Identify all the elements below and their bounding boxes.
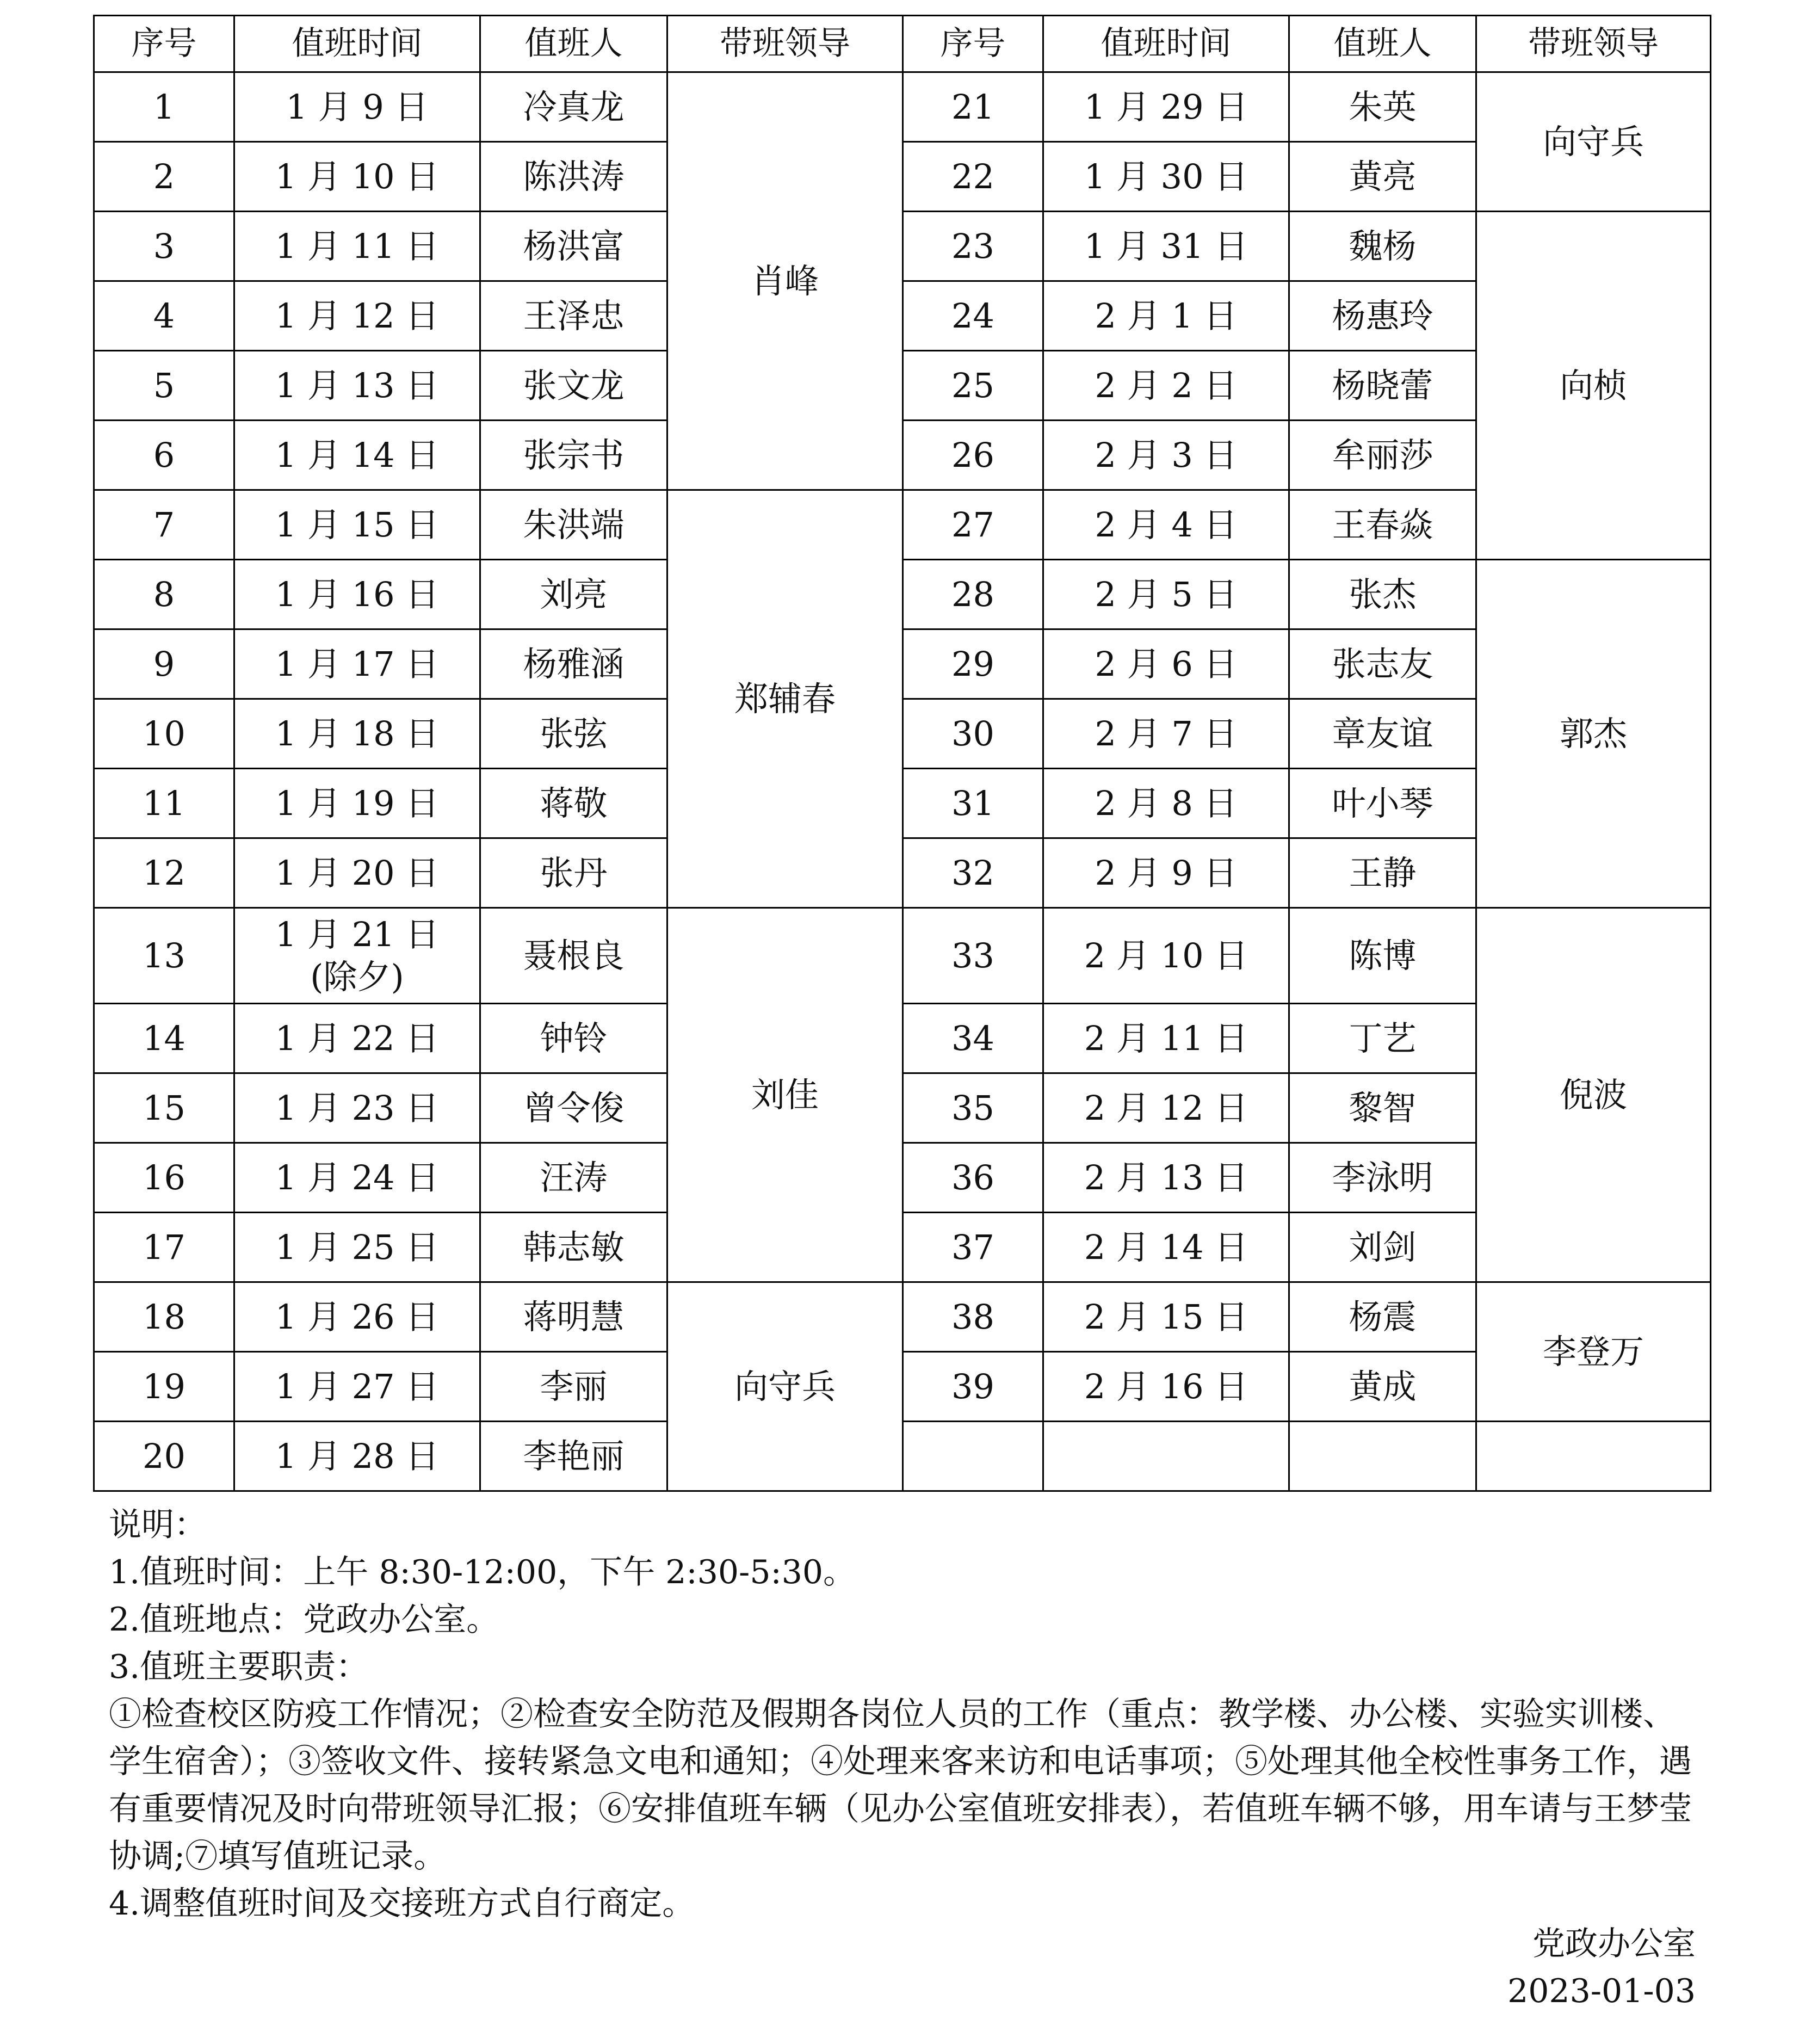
leader-cell: 向桢 (1476, 212, 1711, 560)
table-row (94, 908, 1711, 1004)
row-person: 钟铃 (480, 1004, 667, 1073)
header-date-right: 值班时间 (1043, 16, 1289, 72)
leader-cell: 倪波 (1476, 908, 1711, 1282)
row-date (234, 1352, 480, 1422)
leader-cell: 郑辅春 (667, 490, 903, 908)
row-date (234, 769, 480, 838)
row-no: 17 (94, 1213, 234, 1282)
row-date: 2 月 7 日 (1043, 699, 1289, 769)
row-date (234, 1004, 480, 1073)
row-date-text: 1 月 19 日 (275, 783, 440, 823)
row-date (234, 490, 480, 560)
row-no: 33 (903, 908, 1043, 1004)
row-no: 18 (94, 1282, 234, 1352)
row-date-text: 1 月 10 日 (275, 156, 440, 196)
row-date: 2 月 12 日 (1043, 1073, 1289, 1143)
row-date (234, 629, 480, 699)
header-date-left: 值班时间 (234, 16, 480, 72)
row-date: 2 月 6 日 (1043, 629, 1289, 699)
row-person: 张杰 (1289, 560, 1476, 629)
row-person: 王泽忠 (480, 281, 667, 351)
row-person: 刘剑 (1289, 1213, 1476, 1282)
row-no: 9 (94, 629, 234, 699)
row-date (234, 72, 480, 142)
row-date: 2 月 11 日 (1043, 1004, 1289, 1073)
leader-cell: 刘佳 (667, 908, 903, 1282)
notes-heading: 说明： (109, 1506, 207, 1544)
row-no: 19 (94, 1352, 234, 1422)
row-person: 冷真龙 (480, 72, 667, 142)
row-no: 26 (903, 421, 1043, 490)
row-no: 34 (903, 1004, 1043, 1073)
row-no: 32 (903, 838, 1043, 908)
row-person: 黄成 (1289, 1352, 1476, 1422)
row-date: 2 月 2 日 (1043, 351, 1289, 421)
row-date: 2 月 14 日 (1043, 1213, 1289, 1282)
header-no-right: 序号 (903, 16, 1043, 72)
row-no: 25 (903, 351, 1043, 421)
row-person: 张弦 (480, 699, 667, 769)
row-person: 牟丽莎 (1289, 421, 1476, 490)
row-person: 王春焱 (1289, 490, 1476, 560)
empty-cell (903, 1422, 1043, 1491)
row-person: 曾令俊 (480, 1073, 667, 1143)
row-person: 李丽 (480, 1352, 667, 1422)
row-date (234, 421, 480, 490)
row-date-text: 1 月 21 日 (275, 915, 440, 954)
row-no: 21 (903, 72, 1043, 142)
row-no: 30 (903, 699, 1043, 769)
row-person: 叶小琴 (1289, 769, 1476, 838)
signoff-block (1507, 1921, 1696, 2015)
row-person: 杨晓蕾 (1289, 351, 1476, 421)
row-date: 2 月 9 日 (1043, 838, 1289, 908)
row-no: 38 (903, 1282, 1043, 1352)
empty-cell (1289, 1422, 1476, 1491)
row-no: 23 (903, 212, 1043, 281)
duty-roster-table (93, 15, 1711, 1492)
row-no: 37 (903, 1213, 1043, 1282)
table-row (94, 490, 1711, 560)
table-header-row (94, 16, 1711, 72)
row-no: 28 (903, 560, 1043, 629)
roster-body (94, 72, 1711, 1491)
row-date-text: 1 月 20 日 (275, 853, 440, 893)
row-date: 2 月 15 日 (1043, 1282, 1289, 1352)
header-no-left: 序号 (94, 16, 234, 72)
row-no: 14 (94, 1004, 234, 1073)
row-person: 朱洪端 (480, 490, 667, 560)
row-date (234, 838, 480, 908)
row-date (234, 212, 480, 281)
row-person: 李艳丽 (480, 1422, 667, 1491)
row-no: 13 (94, 908, 234, 1004)
notes-adjustment: 4.调整值班时间及交接班方式自行商定。 (109, 1885, 695, 1923)
row-person: 张文龙 (480, 351, 667, 421)
row-person: 汪涛 (480, 1143, 667, 1213)
row-date-text: 1 月 27 日 (275, 1366, 440, 1406)
row-date: 2 月 8 日 (1043, 769, 1289, 838)
row-no: 12 (94, 838, 234, 908)
signoff-office: 党政办公室 (1532, 1925, 1696, 1963)
row-no: 15 (94, 1073, 234, 1143)
row-date-text: 1 月 17 日 (275, 644, 440, 684)
row-date: 2 月 16 日 (1043, 1352, 1289, 1422)
row-no: 11 (94, 769, 234, 838)
row-date-text: 1 月 16 日 (275, 574, 440, 614)
row-date: 2 月 3 日 (1043, 421, 1289, 490)
row-no: 29 (903, 629, 1043, 699)
row-no: 5 (94, 351, 234, 421)
row-date: 2 月 13 日 (1043, 1143, 1289, 1213)
row-date (234, 1213, 480, 1282)
row-person: 张丹 (480, 838, 667, 908)
row-date-text: 1 月 28 日 (275, 1436, 440, 1476)
row-person: 聂根良 (480, 908, 667, 1004)
row-date-text: 1 月 25 日 (275, 1227, 440, 1267)
header-person-right: 值班人 (1289, 16, 1476, 72)
row-no: 39 (903, 1352, 1043, 1422)
leader-cell: 向守兵 (1476, 72, 1711, 212)
table-row (94, 72, 1711, 142)
row-no: 35 (903, 1073, 1043, 1143)
row-date-text: 1 月 11 日 (275, 226, 440, 266)
row-person: 陈洪涛 (480, 142, 667, 212)
row-date (234, 908, 480, 1004)
row-no: 2 (94, 142, 234, 212)
row-no: 22 (903, 142, 1043, 212)
row-person: 杨雅涵 (480, 629, 667, 699)
row-person: 黄亮 (1289, 142, 1476, 212)
row-person: 陈博 (1289, 908, 1476, 1004)
row-no: 3 (94, 212, 234, 281)
row-date-text: 1 月 26 日 (275, 1296, 440, 1337)
row-date (234, 1422, 480, 1491)
notes-location: 2.值班地点：党政办公室。 (109, 1601, 499, 1639)
row-person: 蒋敬 (480, 769, 667, 838)
row-person: 魏杨 (1289, 212, 1476, 281)
row-person: 黎智 (1289, 1073, 1476, 1143)
row-date (234, 281, 480, 351)
leader-cell: 李登万 (1476, 1282, 1711, 1422)
row-date: 1 月 31 日 (1043, 212, 1289, 281)
row-date-text: 1 月 14 日 (275, 435, 440, 475)
row-date-text: 1 月 18 日 (275, 713, 440, 754)
row-date (234, 699, 480, 769)
row-person: 张宗书 (480, 421, 667, 490)
notes-duties-text: ①检查校区防疫工作情况；②检查安全防范及假期各岗位人员的工作（重点：教学楼、办公楼、实验实训楼、学生宿舍）；③签收文件、接转紧急文电和通知；④处理来客来访和电话事项；⑤处理其他全校性事务工作，遇有重要情况及时向带班领导汇报；⑥安排值班车辆（见办公室值班安排表），若值班车辆不够，用车请与王梦莹协调;⑦填写值班记录。 (109, 1695, 1692, 1875)
row-date (234, 1282, 480, 1352)
notes-hours: 1.值班时间：上午 8:30-12:00，下午 2:30-5:30。 (109, 1553, 856, 1591)
row-date-text: 1 月 15 日 (275, 504, 440, 545)
row-person: 杨震 (1289, 1282, 1476, 1352)
leader-cell: 郭杰 (1476, 560, 1711, 908)
notes-duties-heading: 3.值班主要职责： (109, 1648, 369, 1686)
row-no: 20 (94, 1422, 234, 1491)
row-no: 6 (94, 421, 234, 490)
row-no: 27 (903, 490, 1043, 560)
row-no: 1 (94, 72, 234, 142)
leader-cell (1476, 1422, 1711, 1491)
leader-cell: 肖峰 (667, 72, 903, 490)
row-person: 杨洪富 (480, 212, 667, 281)
signoff-date: 2023-01-03 (1507, 1972, 1696, 2010)
row-date-text: 1 月 13 日 (275, 365, 440, 405)
empty-cell (1043, 1422, 1289, 1491)
row-date-text: 1 月 9 日 (286, 87, 429, 127)
row-person: 朱英 (1289, 72, 1476, 142)
row-date: 1 月 29 日 (1043, 72, 1289, 142)
row-date (234, 351, 480, 421)
table-row (94, 1282, 1711, 1352)
row-person: 王静 (1289, 838, 1476, 908)
row-person: 杨惠玲 (1289, 281, 1476, 351)
row-no: 16 (94, 1143, 234, 1213)
header-leader-right: 带班领导 (1476, 16, 1711, 72)
row-no: 4 (94, 281, 234, 351)
row-person: 章友谊 (1289, 699, 1476, 769)
row-date-text: 1 月 24 日 (275, 1157, 440, 1197)
row-no: 7 (94, 490, 234, 560)
row-no: 36 (903, 1143, 1043, 1213)
row-date: 2 月 10 日 (1043, 908, 1289, 1004)
row-person: 蒋明慧 (480, 1282, 667, 1352)
row-date-text: 1 月 23 日 (275, 1088, 440, 1128)
row-no: 31 (903, 769, 1043, 838)
row-person: 张志友 (1289, 629, 1476, 699)
row-person: 韩志敏 (480, 1213, 667, 1282)
row-no: 10 (94, 699, 234, 769)
row-person: 刘亮 (480, 560, 667, 629)
row-date: 2 月 5 日 (1043, 560, 1289, 629)
row-date (234, 1143, 480, 1213)
row-date-text: 1 月 12 日 (275, 295, 440, 336)
header-person-left: 值班人 (480, 16, 667, 72)
row-person: 李泳明 (1289, 1143, 1476, 1213)
row-date-note: (除夕) (310, 956, 404, 997)
row-date: 2 月 1 日 (1043, 281, 1289, 351)
header-leader-left: 带班领导 (667, 16, 903, 72)
row-date-text: 1 月 22 日 (275, 1018, 440, 1058)
row-no: 8 (94, 560, 234, 629)
row-person: 丁艺 (1289, 1004, 1476, 1073)
leader-cell: 向守兵 (667, 1282, 903, 1491)
row-date (234, 560, 480, 629)
row-date (234, 1073, 480, 1143)
notes-section (109, 1502, 1697, 1928)
row-date: 2 月 4 日 (1043, 490, 1289, 560)
row-date: 1 月 30 日 (1043, 142, 1289, 212)
row-no: 24 (903, 281, 1043, 351)
row-date (234, 142, 480, 212)
